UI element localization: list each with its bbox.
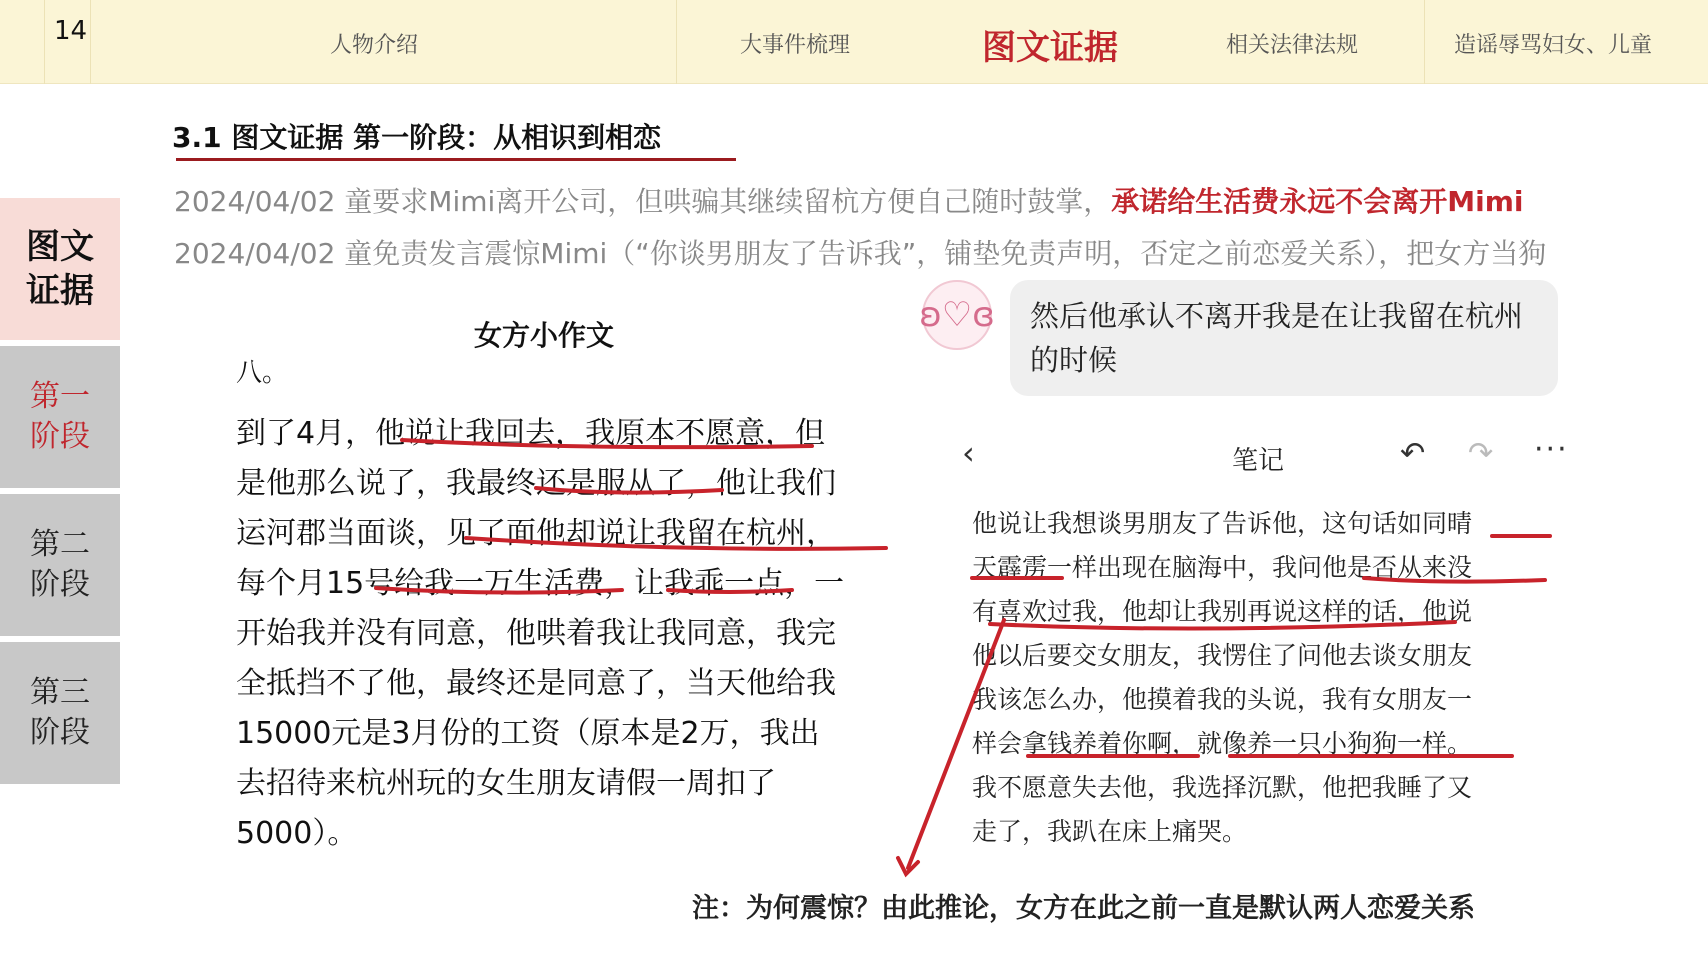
nav-tab-evidence[interactable]: 图文证据	[982, 28, 1118, 68]
essay-line: 是他那么说了，我最终还是服从了，他让我们	[236, 466, 836, 501]
sidebar-item-label: 第一 阶段	[30, 379, 90, 454]
essay-line: 到了4月，他说让我回去，我原本不愿意，但	[236, 416, 826, 451]
sidebar-current-label: 图文 证据	[26, 227, 94, 311]
essay-fragment: 八。	[236, 358, 289, 388]
essay-line: 15000元是3月份的工资（原本是2万，我出	[236, 716, 820, 751]
essay-title: 女方小作文	[474, 319, 615, 352]
note-line: 他说让我想谈男朋友了告诉他，这句话如同晴	[972, 509, 1473, 538]
note-line: 有喜欢过我，他却让我别再说这样的话，他说	[972, 597, 1473, 626]
essay-line: 全抵挡不了他，最终还是同意了，当天他给我	[236, 666, 836, 701]
note-line: 我不愿意失去他，我选择沉默，他把我睡了又	[972, 773, 1473, 802]
undo-icon[interactable]: ↶	[1400, 436, 1426, 471]
essay-line: 去招待来杭州玩的女生朋友请假一周扣了	[236, 766, 776, 801]
note-line: 天霹雳一样出现在脑海中，我问他是否从来没	[972, 553, 1473, 582]
note-line: 样会拿钱养着你啊，就像养一只小狗狗一样。	[972, 729, 1473, 758]
essay-line: 每个月15号给我一万生活费，让我乖一点，一	[236, 566, 845, 601]
essay-line: 5000）。	[236, 816, 358, 851]
redo-icon[interactable]: ↷	[1468, 436, 1494, 471]
nav-divider	[90, 0, 91, 84]
arrow-head	[898, 858, 918, 874]
nav-tab-laws[interactable]: 相关法律法规	[1226, 33, 1359, 58]
nav-tab-rumors[interactable]: 造谣辱骂妇女、儿童	[1454, 33, 1653, 58]
avatar	[919, 280, 995, 350]
sidebar-item-label: 第三 阶段	[30, 675, 90, 750]
section-title: 3.1 图文证据 第一阶段：从相识到相恋	[172, 121, 662, 154]
timeline-entry	[174, 232, 1546, 272]
timeline-entry	[174, 180, 1524, 220]
title-underline	[176, 158, 736, 161]
nav-divider	[676, 0, 677, 84]
sidebar-item-stage-1[interactable]	[0, 346, 120, 488]
sidebar-item-label: 第二 阶段	[30, 527, 90, 602]
page-number: 14	[54, 16, 88, 46]
timeline-text: 2024/04/02 童要求Mimi离开公司，但哄骗其继续留杭方便自己随时鼓掌，	[174, 185, 1112, 218]
nav-divider	[44, 0, 45, 84]
more-icon[interactable]: ···	[1534, 432, 1569, 467]
sidebar-item-stage-2[interactable]	[0, 494, 120, 636]
note-line: 我该怎么办，他摸着我的头说，我有女朋友一	[972, 685, 1473, 714]
footnote: 注：为何震惊？由此推论，女方在此之前一直是默认两人恋爱关系	[692, 893, 1475, 924]
nav-tab-characters[interactable]: 人物介绍	[330, 33, 419, 58]
note-line: 走了，我趴在床上痛哭。	[972, 817, 1248, 846]
back-icon[interactable]: ‹	[962, 434, 975, 472]
note-title: 笔记	[1232, 446, 1285, 476]
nav-divider	[1424, 0, 1425, 84]
top-nav-bar	[0, 0, 1708, 84]
chat-bubble: 然后他承认不离开我是在让我留在杭州的时候	[1010, 280, 1558, 396]
sidebar-item-stage-3[interactable]	[0, 642, 120, 784]
essay-line: 运河郡当面谈，见了面他却说让我留在杭州，	[236, 516, 836, 551]
timeline-highlight: 承诺给生活费永远不会离开Mimi	[1111, 185, 1524, 218]
cat-avatar-icon: ʚ♡ɞ	[919, 295, 995, 335]
note-line: 他以后要交女朋友，我愣住了问他去谈女朋友	[972, 641, 1473, 670]
essay-line: 开始我并没有同意，他哄着我让我同意，我完	[236, 616, 836, 651]
nav-tab-events[interactable]: 大事件梳理	[740, 33, 851, 58]
sidebar-current-section	[0, 198, 120, 340]
timeline-text: 2024/04/02 童免责发言震惊Mimi（“你谈男朋友了告诉我”，铺垫免责声明，否定之前恋爱关系），把女方当狗	[174, 237, 1547, 270]
